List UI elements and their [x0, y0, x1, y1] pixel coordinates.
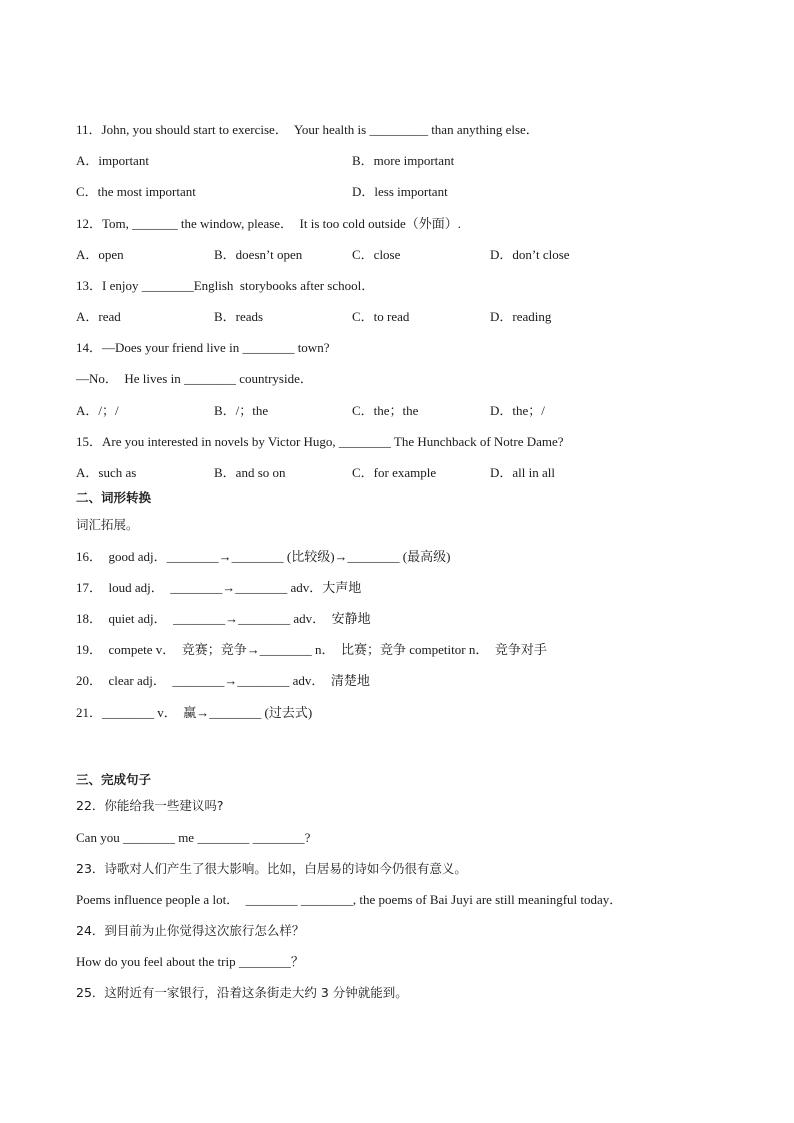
question-15-stem: 15．Are you interested in novels by Victor Hugo, ________ The Hunchback of Notre Dame?	[76, 434, 564, 449]
word-form-item-17: 17． loud adj． ________→________ adv．大声地	[76, 580, 362, 595]
sentence-23-chinese: 23．诗歌对人们产生了很大影响。比如，白居易的诗如今仍很有意义。	[76, 861, 467, 876]
word-form-item-19: 19． compete v． 竞赛；竞争→________ n． 比赛；竞争 competitor n． 竞争对手	[76, 642, 547, 657]
question-15-option-b: B．and so on	[214, 465, 286, 480]
question-12-option-a: A．open	[76, 247, 124, 262]
question-13-option-d: D．reading	[490, 309, 552, 324]
sentence-25-chinese: 25．这附近有一家银行，沿着这条街走大约 3 分钟就能到。	[76, 985, 408, 1000]
question-15-option-c: C．for example	[352, 465, 437, 480]
question-14-stem: 14．—Does your friend live in ________ town?	[76, 340, 330, 355]
question-14-option-c: C．the；the	[352, 403, 419, 418]
question-12-option-c: C．close	[352, 247, 401, 262]
question-12-option-b: B．doesn’t open	[214, 247, 303, 262]
section-3-heading: 三、完成句子	[76, 772, 152, 787]
question-14-option-b: B．/；the	[214, 403, 269, 418]
question-11-option-b: B．more important	[352, 153, 455, 168]
question-14-stem-reply: —No． He lives in ________ countryside．	[76, 371, 313, 386]
question-15-option-d: D．all in all	[490, 465, 555, 480]
question-11-option-c: C．the most important	[76, 184, 196, 199]
question-13-option-c: C．to read	[352, 309, 410, 324]
sentence-22-chinese: 22．你能给我一些建议吗?	[76, 798, 224, 813]
question-11-option-a: A．important	[76, 153, 149, 168]
question-15-option-a: A．such as	[76, 465, 137, 480]
question-12-option-d: D．don’t close	[490, 247, 570, 262]
word-form-item-18: 18． quiet adj． ________→________ adv． 安静地	[76, 611, 371, 626]
sentence-24-chinese: 24．到目前为止你觉得这次旅行怎么样？	[76, 923, 305, 938]
word-form-item-21: 21．________ v． 赢→________ (过去式)	[76, 705, 313, 720]
sentence-24-english: How do you feel about the trip ________？	[76, 954, 304, 969]
question-12-stem: 12．Tom, _______ the window, please． It is too cold outside（外面）.	[76, 216, 461, 231]
question-13-stem: 13．I enjoy ________English storybooks after school．	[76, 278, 375, 293]
question-11-option-d: D．less important	[352, 184, 448, 199]
section-2-instruction: 词汇拓展。	[76, 517, 139, 532]
question-13-option-a: A．read	[76, 309, 121, 324]
question-11-stem: 11．John, you should start to exercise． Your health is _________ than anything else．	[76, 122, 539, 137]
word-form-item-16: 16． good adj．________→________ (比较级)→________ (最高级)	[76, 549, 451, 564]
question-13-option-b: B．reads	[214, 309, 264, 324]
question-14-option-a: A．/；/	[76, 403, 119, 418]
question-14-option-d: D．the；/	[490, 403, 545, 418]
sentence-23-english: Poems influence people a lot． ________ ________, the poems of Bai Juyi are still meaningful today．	[76, 892, 623, 907]
sentence-22-english: Can you ________ me ________ ________?	[76, 830, 311, 845]
section-2-heading: 二、词形转换	[76, 490, 152, 505]
word-form-item-20: 20． clear adj． ________→________ adv． 清楚地	[76, 673, 370, 688]
